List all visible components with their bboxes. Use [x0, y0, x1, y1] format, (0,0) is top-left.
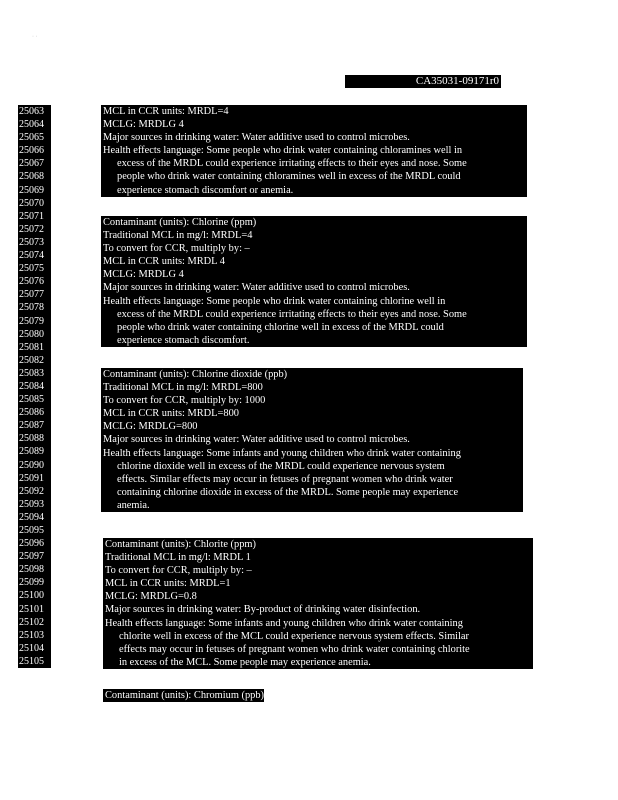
text-line: effects may occur in fetuses of pregnant women who drink water containing chlorite — [119, 643, 470, 655]
line-number: 25086 — [18, 406, 51, 419]
text-line: Contaminant (units): Chlorite (ppm) — [105, 539, 256, 550]
text-line: MCLG: MRDLG 4 — [103, 269, 184, 281]
text-line: MCLG: MRDLG 4 — [103, 119, 184, 131]
line-number: 25085 — [18, 393, 51, 406]
chromium-heading: Contaminant (units): Chromium (ppb) — [105, 690, 265, 701]
text-line: Contaminant (units): Chlorine dioxide (ppb) — [103, 369, 288, 380]
scan-speck: · · — [32, 34, 38, 40]
line-number: 25089 — [18, 445, 51, 458]
text-line: experience stomach discomfort. — [117, 334, 250, 346]
text-line: Major sources in drinking water: Water additive used to control microbes. — [103, 132, 410, 144]
line-number: 25070 — [18, 197, 51, 210]
line-number: 25103 — [18, 629, 51, 642]
chloramines-block — [101, 105, 527, 197]
line-number: 25094 — [18, 511, 51, 524]
text-line: MCL in CCR units: MRDL=4 — [103, 106, 229, 117]
line-number: 25075 — [18, 262, 51, 275]
line-number: 25068 — [18, 170, 51, 183]
line-number: 25104 — [18, 642, 51, 655]
line-number: 25087 — [18, 419, 51, 432]
line-number: 25081 — [18, 341, 51, 354]
line-number: 25099 — [18, 576, 51, 589]
line-number: 25095 — [18, 524, 51, 537]
line-number: 25101 — [18, 603, 51, 616]
text-line: Traditional MCL in mg/l: MRDL 1 — [105, 552, 251, 564]
line-number: 25076 — [18, 275, 51, 288]
line-number: 25064 — [18, 118, 51, 131]
line-number: 25077 — [18, 288, 51, 301]
text-line: people who drink water containing chloramines well in excess of the MRDL could — [117, 171, 461, 183]
text-line: excess of the MRDL could experience irritating effects to their eyes and nose. Some — [117, 308, 467, 320]
text-line: anemia. — [117, 499, 150, 511]
line-number: 25078 — [18, 301, 51, 314]
text-line: chlorite well in excess of the MCL could experience nervous system effects. Similar — [119, 630, 470, 642]
line-number: 25096 — [18, 537, 51, 550]
text-line: Health effects language: Some infants and young children who drink water containing — [103, 447, 461, 459]
text-line: To convert for CCR, multiply by: – — [103, 243, 250, 255]
text-line: To convert for CCR, multiply by: 1000 — [103, 395, 266, 407]
text-line: Traditional MCL in mg/l: MRDL=800 — [103, 382, 263, 394]
document-id: CA35031-09171r0 — [345, 75, 501, 88]
line-number: 25091 — [18, 472, 51, 485]
line-number: 25105 — [18, 655, 51, 668]
line-number: 25102 — [18, 616, 51, 629]
line-number: 25088 — [18, 432, 51, 445]
text-line: chlorine dioxide well in excess of the MRDL could experience nervous system — [117, 460, 445, 472]
text-line: Major sources in drinking water: Water additive used to control microbes. — [103, 434, 410, 446]
line-number: 25066 — [18, 144, 51, 157]
line-number: 25092 — [18, 485, 51, 498]
line-number: 25097 — [18, 550, 51, 563]
text-line: MCLG: MRDLG=0.8 — [105, 591, 197, 603]
chlorine-block — [101, 216, 527, 347]
text-line: Health effects language: Some people who drink water containing chloramines well in — [103, 145, 463, 157]
line-number: 25082 — [18, 354, 51, 367]
text-line: experience stomach discomfort or anemia. — [117, 184, 294, 196]
text-line: MCL in CCR units: MRDL 4 — [103, 256, 225, 268]
line-number: 25083 — [18, 367, 51, 380]
chlorite-block — [103, 538, 533, 669]
text-line: Major sources in drinking water: By-product of drinking water disinfection. — [105, 604, 421, 616]
line-number: 25067 — [18, 157, 51, 170]
text-line: To convert for CCR, multiply by: – — [105, 565, 252, 577]
text-line: Contaminant (units): Chlorine (ppm) — [103, 217, 257, 228]
line-number: 25063 — [18, 105, 51, 118]
text-line: excess of the MRDL could experience irritating effects to their eyes and nose. Some — [117, 158, 467, 170]
line-number-column — [18, 105, 51, 668]
text-line: in excess of the MCL. Some people may experience anemia. — [119, 656, 371, 668]
line-number: 25100 — [18, 589, 51, 602]
line-number: 25074 — [18, 249, 51, 262]
line-number: 25073 — [18, 236, 51, 249]
text-line: Health effects language: Some infants and young children who drink water containing — [105, 617, 463, 629]
line-number: 25090 — [18, 459, 51, 472]
line-number: 25065 — [18, 131, 51, 144]
text-line: Traditional MCL in mg/l: MRDL=4 — [103, 230, 253, 242]
chlorine-dioxide-block — [101, 368, 523, 512]
text-line: MCLG: MRDLG=800 — [103, 421, 198, 433]
text-line: containing chlorine dioxide in excess of the MRDL. Some people may experience — [117, 486, 459, 498]
text-line: MCL in CCR units: MRDL=800 — [103, 408, 239, 420]
line-number: 25098 — [18, 563, 51, 576]
text-line: people who drink water containing chlorine well in excess of the MRDL could — [117, 321, 444, 333]
text-line: Major sources in drinking water: Water additive used to control microbes. — [103, 282, 410, 294]
line-number: 25084 — [18, 380, 51, 393]
text-line: effects. Similar effects may occur in fetuses of pregnant women who drink water — [117, 473, 453, 485]
text-line: Health effects language: Some people who drink water containing chlorine well in — [103, 295, 446, 307]
line-number: 25069 — [18, 184, 51, 197]
line-number: 25080 — [18, 328, 51, 341]
text-line: MCL in CCR units: MRDL=1 — [105, 578, 231, 590]
line-number: 25071 — [18, 210, 51, 223]
line-number: 25072 — [18, 223, 51, 236]
line-number: 25079 — [18, 315, 51, 328]
line-number: 25093 — [18, 498, 51, 511]
